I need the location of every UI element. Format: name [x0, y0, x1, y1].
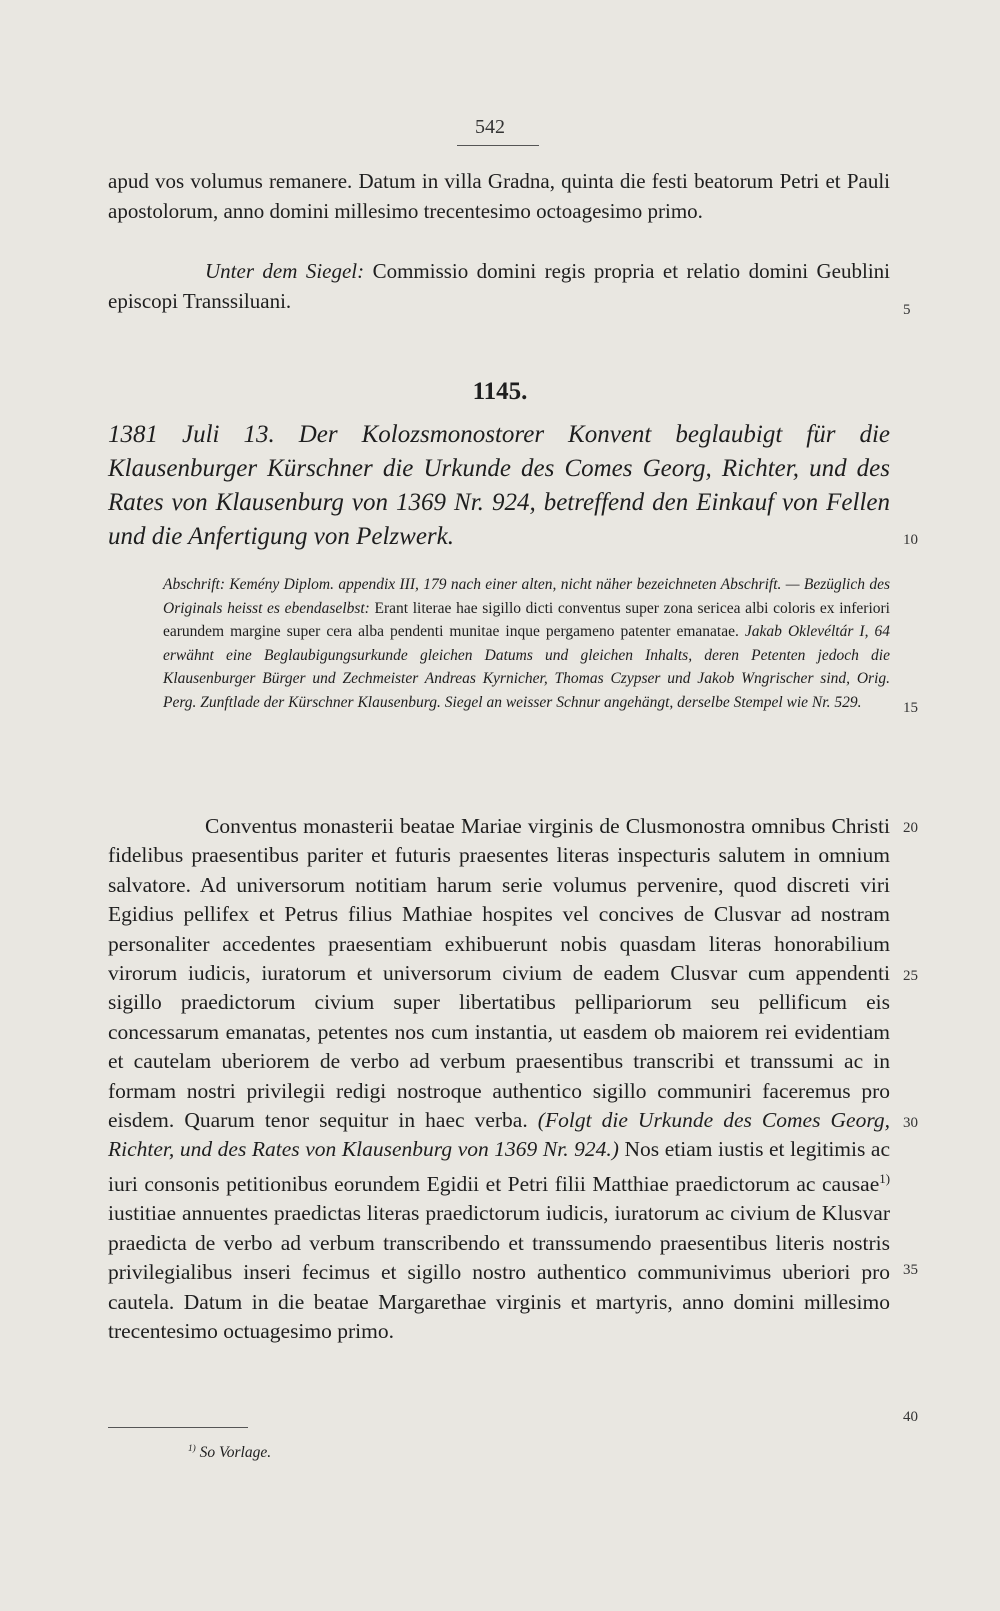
line-number: 30	[903, 1115, 918, 1131]
line-number: 40	[903, 1409, 918, 1425]
main-text-part2: Nos etiam iustis et legitimis ac iuri consonis petitionibus eorundem Egidii et Petri filii Matthiae praedictorum ac causae	[108, 1137, 891, 1197]
apparatus-latin: Erant literae hae sigillo dicti conventus super zona sericea albi coloris ex inferiori earundem margine super cera alba pendenti munitae inque pergameno patenter emanatae.	[163, 599, 890, 640]
continuation-text: apud vos volumus remanere. Datum in villa Gradna, quinta die festi beatorum Petri et Pauli apostolorum, anno domini millesimo trecentesimo octoagesimo primo.	[108, 169, 890, 223]
footnote-reference: 1)	[879, 1171, 890, 1186]
main-text-part3: iustitiae annuentes praedictas literas praedictorum iudicis, iuratorum ac civium de Klusvar praedicta de verbo ad verbum transcribendo et transsumendo praesentibus literis nostris privilegialibus inseri fecimus et sigillo nostro authentico communivimus uberiori pro cautela. Datum in die beatae Margarethae virginis et martyris, anno domini millesimo trecentesimo octuagesimo primo.	[108, 1201, 890, 1344]
line-number: 25	[903, 968, 918, 984]
line-number: 35	[903, 1262, 918, 1278]
main-text	[108, 812, 890, 1346]
main-text-part1: Conventus monasterii beatae Mariae virginis de Clusmonostra omnibus Christi fidelibus praesentibus pariter et futuris praesentes literas inspecturis salutem in omnium salvatore. Ad universorum notitiam harum serie volumus pervenire, quod discreti viri Egidius pellifex et Petrus filius Mathiae hospites vel concives de Clusvar ad nostram personaliter accedentes praesentiam exhibuerunt nobis quasdam literas honorabilium virorum iudicis, iuratorum et universorum civium de eadem Clusvar cum appendenti sigillo praedictorum civium super libertatibus pellipariorum seu pellificum eis concessarum emanatas, petentes nos cum instantia, ut easdem ob maiorem rei evidentiam et cautelam uberiorem de verbo ad verbum praesentibus transcribi et transsumi ac in formam nostri privilegii redigi nostroque authentico sigillo communiri faceremus pro eisdem. Quarum tenor sequitur in haec verba.	[108, 814, 890, 1133]
footnote-text: So Vorlage.	[195, 1444, 272, 1462]
line-number: 20	[903, 820, 918, 836]
regest: 1381 Juli 13. Der Kolozsmonostorer Konvent beglaubigt für die Klausenburger Kürschner die Urkunde des Comes Georg, Richter, und des Rates von Klausenburg von 1369 Nr. 924, betreffend den Einkauf von Fellen und die Anfertigung von Pelzwerk.	[108, 421, 890, 550]
line-number: 15	[903, 700, 918, 716]
seal-text: Commissio domini regis propria et relatio domini Geublini episcopi Transsiluani.	[108, 259, 890, 313]
footnote-rule	[108, 1427, 248, 1428]
main-text-insert: (Folgt die Urkunde des Comes Georg, Richter, und des Rates von Klausenburg von 1369 Nr. 924.)	[108, 1108, 891, 1162]
footnote-mark: 1)	[188, 1444, 196, 1454]
apparatus-source: Abschrift: Kemény Diplom. appendix III, 179 nach einer alten, nicht näher bezeichneten Abschrift. — Bezüglich des Originals heisst es ebendaselbst:	[163, 576, 890, 617]
footnote	[188, 1444, 271, 1462]
document-number: 1145.	[472, 378, 528, 405]
critical-apparatus	[163, 573, 890, 714]
line-number: 5	[903, 302, 911, 318]
page-number-rule	[457, 145, 539, 146]
seal-label: Unter dem Siegel:	[205, 259, 365, 283]
line-number: 10	[903, 532, 918, 548]
seal-note	[108, 257, 890, 316]
continuation-paragraph	[108, 167, 890, 226]
apparatus-note: Jakab Oklevéltár I, 64 erwähnt eine Beglaubigungsurkunde gleichen Datums und gleichen Inhalts, deren Petenten jedoch die Klausenburger Bürger und Zechmeister Andreas Kyrnicher, Thomas Czypser und Jakob Wngrischer sind, Orig. Perg. Zunftlade der Kürschner Klausenburg. Siegel an weisser Schnur angehängt, derselbe Stempel wie Nr. 529.	[163, 623, 890, 711]
page-number: 542	[475, 116, 505, 138]
